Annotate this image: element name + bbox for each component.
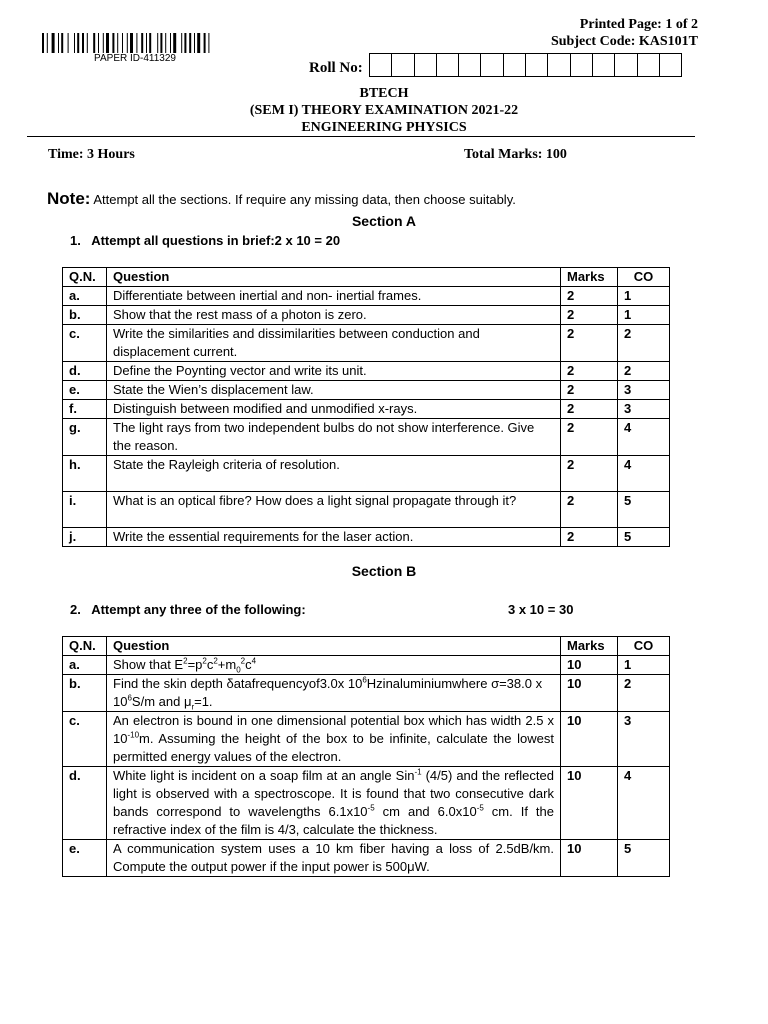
printed-page: Printed Page: 1 of 2 [579,17,698,32]
table-row [63,419,670,456]
co-cell: 5 [618,528,670,547]
marks-cell: 2 [561,400,618,419]
table-row [63,306,670,325]
barcode-bar [204,33,206,53]
roll-number-box [369,53,392,77]
barcode-bar [136,33,137,53]
col-qn: Q.N. [63,268,107,287]
marks-cell: 2 [561,492,618,528]
roll-number-box [414,53,437,77]
marks-cell: 2 [561,325,618,362]
barcode-bar [61,33,63,53]
barcode-bar [77,33,79,53]
co-cell: 3 [618,712,670,767]
table-row [63,400,670,419]
barcode-bar [103,33,104,53]
total-marks: Total Marks: 100 [464,147,567,162]
co-cell: 2 [618,362,670,381]
marks-cell: 10 [561,712,618,767]
roll-number-box [570,53,593,77]
barcode-bar [87,33,88,53]
question-cell: What is an optical fibre? How does a light signal propagate through it? [107,492,561,528]
qn-cell: e. [63,381,107,400]
section-b-marks: 3 x 10 = 30 [508,602,574,617]
co-cell: 5 [618,492,670,528]
marks-cell: 2 [561,456,618,492]
barcode-bar [189,33,191,53]
barcode-bar [194,33,195,53]
marks-cell: 10 [561,675,618,712]
co-cell: 1 [618,306,670,325]
qn-cell: b. [63,306,107,325]
barcode-bar [141,33,143,53]
qn-cell: g. [63,419,107,456]
barcode-bar [149,33,151,53]
table-row [63,492,670,528]
barcode-bar [93,33,95,53]
barcode-bar [160,33,162,53]
barcode-bar [68,33,69,53]
question-cell: Differentiate between inertial and non- inertial frames. [107,287,561,306]
co-cell: 3 [618,400,670,419]
barcode-bar [122,33,123,53]
section-a-title: Section A [351,213,417,229]
marks-cell: 2 [561,528,618,547]
table-row [63,362,670,381]
col-question: Question [107,268,561,287]
note-label: Note: [47,189,91,208]
marks-cell: 2 [561,306,618,325]
question-cell: The light rays from two independent bulbs do not show interference. Give the reason. [107,419,561,456]
question-cell: Show that the rest mass of a photon is zero. [107,306,561,325]
table-row [63,456,670,492]
section-b-instruction: 2. Attempt any three of the following: [70,602,306,617]
col-qn: Q.N. [63,637,107,656]
co-cell: 4 [618,419,670,456]
section-a-table [62,267,670,547]
program-title: BTECH [359,86,409,101]
qn-cell: e. [63,840,107,877]
question-cell: An electron is bound in one dimensional potential box which has width 2.5 x $10^{-10}m$. Assuming the height of the box to be infinite, calculate the lowest permitted energy values of the electron. [107,712,561,767]
table-header-row [63,268,670,287]
table-row [63,712,670,767]
table-row [63,675,670,712]
section-a-instruction: 1. Attempt all questions in brief:2 x 10 = 20 [70,233,341,248]
note [47,189,516,209]
question-cell: Write the essential requirements for the laser action. [107,528,561,547]
barcode [42,33,272,53]
qn-cell: b. [63,675,107,712]
col-marks: Marks [561,637,618,656]
barcode-bar [106,33,109,53]
table-row [63,325,670,362]
question-cell: Show that $E^2=p^2c^2+m_0^2c^4$ [107,656,561,675]
barcode-bar [197,33,200,53]
co-cell: 2 [618,325,670,362]
barcode-bar [74,33,75,53]
col-co: CO [618,268,670,287]
qn-cell: j. [63,528,107,547]
barcode-bar [170,33,171,53]
qn-cell: a. [63,287,107,306]
barcode-bar [82,33,84,53]
exam-time: Time: 3 Hours [48,147,135,162]
col-question: Question [107,637,561,656]
co-cell: 1 [618,656,670,675]
barcode-bar [130,33,133,53]
qn-cell: d. [63,362,107,381]
table-header-row [63,637,670,656]
roll-number-box [592,53,615,77]
table-row [63,381,670,400]
table-row [63,767,670,840]
roll-number-box [480,53,503,77]
question-cell: Write the similarities and dissimilarities between conduction and displacement current. [107,325,561,362]
table-row [63,840,670,877]
header-divider [27,136,695,137]
barcode-bar [52,33,55,53]
barcode-bar [47,33,48,53]
roll-number-box [547,53,570,77]
qn-cell: c. [63,325,107,362]
qn-cell: f. [63,400,107,419]
co-cell: 4 [618,456,670,492]
co-cell: 5 [618,840,670,877]
section-b-title: Section B [351,563,417,579]
barcode-bar [42,33,44,53]
paper-id: PAPER ID-411329 [94,53,176,64]
marks-cell: 10 [561,767,618,840]
barcode-bar [184,33,186,53]
co-cell: 4 [618,767,670,840]
qn-cell: i. [63,492,107,528]
roll-number-box [659,53,682,77]
barcode-bar [117,33,118,53]
question-cell: White light is incident on a soap film at an angle Sin$^{-1}$ (4/5) and the reflected light is observed with a spectroscope. It is found that two consecutive dark bands correspond to wavelengths $6.1x10^{-5}$ cm and $6.0x10^{-5}$ cm. If the refractive index of the film is 4/3, calculate the thickness. [107,767,561,840]
question-cell: A communication system uses a 10 km fiber having a loss of 2.5dB/km. Compute the output power if the input power is 500μW. [107,840,561,877]
marks-cell: 2 [561,362,618,381]
table-row [63,656,670,675]
marks-cell: 2 [561,381,618,400]
roll-number-box [391,53,414,77]
table-row [63,287,670,306]
qn-cell: c. [63,712,107,767]
roll-number-box [525,53,548,77]
roll-number-box [436,53,459,77]
roll-number-boxes [370,53,682,77]
barcode-bar [127,33,128,53]
note-text: Attempt all the sections. If require any missing data, then choose suitably. [93,192,516,207]
barcode-bar [58,33,59,53]
table-row [63,528,670,547]
subject-title: ENGINEERING PHYSICS [301,120,467,135]
question-cell: Find the skin depth δatafrequencyof3.0x $10^6Hzinaluminiumwhere$ σ=38.0 x $10^6S/m$ and $\mu_r=1$. [107,675,561,712]
barcode-bar [208,33,209,53]
co-cell: 2 [618,675,670,712]
qn-cell: a. [63,656,107,675]
barcode-bar [181,33,182,53]
marks-cell: 10 [561,656,618,675]
barcode-bar [165,33,166,53]
qn-cell: h. [63,456,107,492]
question-cell: Define the Poynting vector and write its unit. [107,362,561,381]
question-cell: Distinguish between modified and unmodified x-rays. [107,400,561,419]
barcode-bar [173,33,176,53]
col-marks: Marks [561,268,618,287]
question-cell: State the Wien’s displacement law. [107,381,561,400]
exam-title: (SEM I) THEORY EXAMINATION 2021-22 [249,103,519,118]
marks-cell: 2 [561,419,618,456]
roll-number-box [637,53,660,77]
roll-number-box [503,53,526,77]
qn-cell: d. [63,767,107,840]
roll-number-label: Roll No: [309,60,363,76]
co-cell: 1 [618,287,670,306]
section-b-table [62,636,670,877]
marks-cell: 10 [561,840,618,877]
col-co: CO [618,637,670,656]
subject-code: Subject Code: KAS101T [550,34,698,49]
barcode-bar [112,33,114,53]
barcode-bar [146,33,147,53]
question-cell: State the Rayleigh criteria of resolution. [107,456,561,492]
co-cell: 3 [618,381,670,400]
barcode-bar [98,33,99,53]
marks-cell: 2 [561,287,618,306]
roll-number-box [458,53,481,77]
barcode-bar [157,33,158,53]
roll-number-box [614,53,637,77]
